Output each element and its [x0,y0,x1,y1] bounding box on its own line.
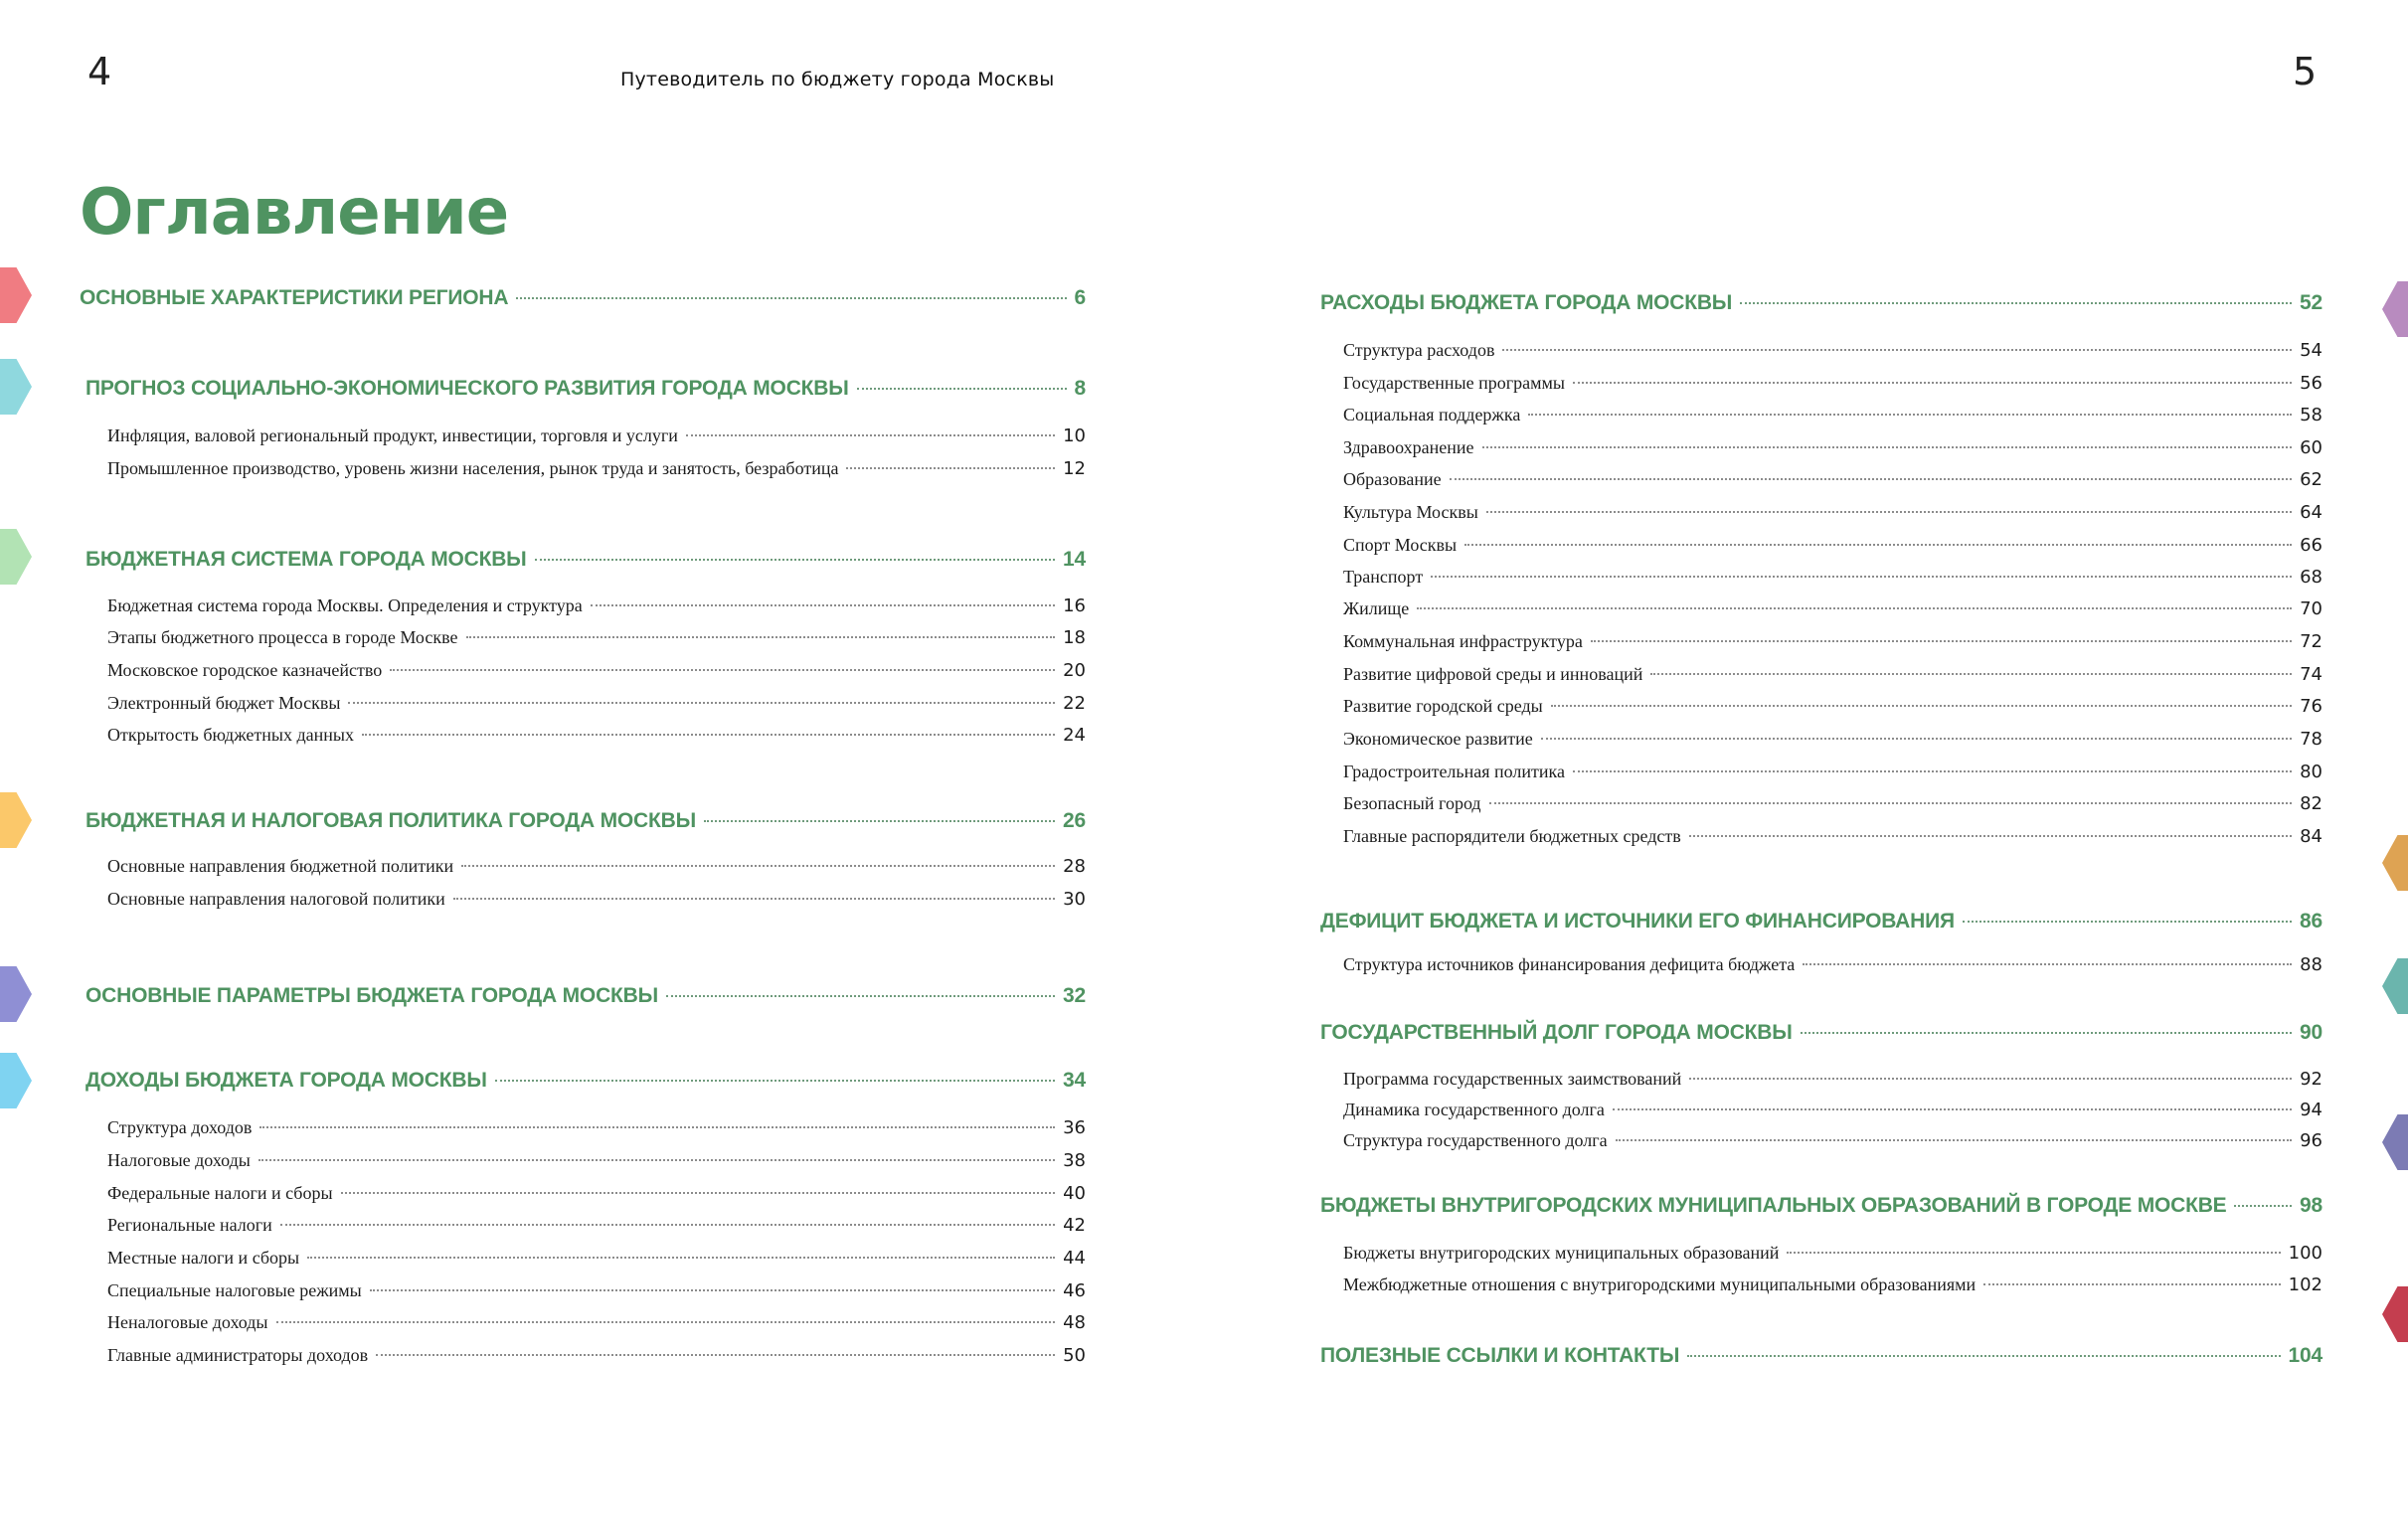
toc-entry-page: 60 [2300,437,2322,458]
toc-entry-page: 84 [2300,826,2322,847]
toc-entry-page: 38 [1063,1150,1086,1171]
toc-entry[interactable] [107,660,1086,681]
toc-entry[interactable] [107,425,1086,446]
toc-entry-label: РАСХОДЫ БЮДЖЕТА ГОРОДА МОСКВЫ [1320,291,1733,314]
toc-entry-label: Спорт Москвы [1343,535,1458,555]
toc-entry-label: Культура Москвы [1343,502,1478,522]
toc-entry[interactable] [107,1345,1086,1366]
toc-entry-page: 24 [1063,725,1086,746]
toc-entry[interactable] [1343,567,2322,588]
toc-entry-label: Развитие городской среды [1343,696,1543,716]
toc-entry[interactable] [107,1248,1086,1269]
toc-entry[interactable] [1343,373,2322,394]
toc-entry-label: Транспорт [1343,567,1424,587]
toc-entry-label: ДЕФИЦИТ БЮДЖЕТА И ИСТОЧНИКИ ЕГО ФИНАНСИРОВАНИЯ [1320,910,1955,933]
toc-entry-label: Бюджеты внутригородских муниципальных образований [1343,1243,1780,1263]
toc-entry-section[interactable] [1320,1194,2322,1218]
dot-leader [535,559,1055,561]
toc-entry[interactable] [1343,793,2322,814]
toc-entry-page: 14 [1063,548,1086,571]
toc-entry[interactable] [1343,729,2322,750]
toc-entry-label: БЮДЖЕТЫ ВНУТРИГОРОДСКИХ МУНИЦИПАЛЬНЫХ ОБРАЗОВАНИЙ В ГОРОДЕ МОСКВЕ [1320,1194,2227,1217]
toc-entry-label: ОСНОВНЫЕ ПАРАМЕТРЫ БЮДЖЕТА ГОРОДА МОСКВЫ [86,984,658,1007]
toc-entry-label: Структура источников финансирования дефицита бюджета [1343,954,1796,974]
toc-entry[interactable] [1343,1069,2322,1090]
toc-entry-page: 52 [2300,291,2322,314]
toc-entry-label: Развитие цифровой среды и инноваций [1343,664,1643,684]
toc-entry-label: ГОСУДАРСТВЕННЫЙ ДОЛГ ГОРОДА МОСКВЫ [1320,1021,1793,1044]
dot-leader [516,297,1066,299]
toc-entry-section[interactable] [86,377,1086,401]
toc-entry-label: Федеральные налоги и сборы [107,1183,333,1203]
toc-entry-page: 26 [1063,809,1086,832]
toc-entry-page: 86 [2300,910,2322,933]
dot-leader [307,1257,1055,1259]
toc-entry-section[interactable] [86,1069,1086,1093]
dot-leader [1573,770,2292,772]
toc-entry-page: 48 [1063,1312,1086,1333]
toc-entry-page: 98 [2300,1194,2322,1217]
toc-entry-page: 42 [1063,1215,1086,1236]
toc-entry-page: 18 [1063,627,1086,648]
toc-entry-page: 50 [1063,1345,1086,1366]
toc-entry-section[interactable] [80,286,1086,310]
toc-entry-page: 54 [2300,340,2322,361]
toc-entry-label: Московское городское казначейство [107,660,383,680]
dot-leader [1528,414,2292,416]
toc-entry-label: Электронный бюджет Москвы [107,693,341,713]
toc-entry-label: Структура расходов [1343,340,1495,360]
toc-entry-label: Основные направления налоговой политики [107,889,445,909]
toc-entry-label: Этапы бюджетного процесса в городе Москве [107,627,458,647]
toc-entry-page: 12 [1063,458,1086,479]
toc-entry-page: 68 [2300,567,2322,588]
toc-entry-label: Динамика государственного долга [1343,1100,1605,1119]
dot-leader [1551,705,2292,707]
toc-entry[interactable] [107,1183,1086,1204]
dot-leader [362,734,1055,736]
dot-leader [1450,478,2292,480]
toc-entry[interactable] [1343,535,2322,556]
toc-entry-label: Бюджетная система города Москвы. Определения и структура [107,595,583,615]
toc-entry-page: 96 [2300,1130,2322,1151]
toc-entry-label: Межбюджетные отношения с внутригородскими муниципальными образованиями [1343,1274,1977,1294]
dot-leader [1541,738,2292,740]
toc-entry-label: Специальные налоговые режимы [107,1280,362,1300]
dot-leader [1486,511,2292,513]
toc-entry[interactable] [1343,664,2322,685]
toc-entry-page: 10 [1063,425,1086,446]
toc-entry[interactable] [107,1215,1086,1236]
toc-entry-label: Экономическое развитие [1343,729,1533,749]
dot-leader [1801,1032,2292,1034]
toc-entry[interactable] [1343,954,2322,975]
toc-entry-page: 100 [2288,1243,2322,1264]
toc-entry-page: 104 [2288,1344,2322,1367]
dot-leader [1613,1108,2292,1110]
toc-entry-page: 22 [1063,693,1086,714]
dot-leader [280,1224,1055,1226]
toc-entry[interactable] [1343,598,2322,619]
toc-entry-page: 30 [1063,889,1086,910]
toc-entry-page: 32 [1063,984,1086,1007]
toc-entry[interactable] [1343,1130,2322,1151]
toc-entry-label: Неналоговые доходы [107,1312,268,1332]
toc-entry-page: 82 [2300,793,2322,814]
toc-entry[interactable] [1343,1274,2322,1295]
toc-entry[interactable] [107,1150,1086,1171]
toc-entry[interactable] [107,458,1086,479]
toc-entry-page: 102 [2288,1274,2322,1295]
toc-entry-label: Здравоохранение [1343,437,1474,457]
dot-leader [1689,835,2292,837]
toc-entry-page: 56 [2300,373,2322,394]
toc-entry-label: Региональные налоги [107,1215,272,1235]
toc-entry-label: Главные администраторы доходов [107,1345,369,1365]
dot-leader [466,636,1056,638]
toc-entry-label: Государственные программы [1343,373,1566,393]
dot-leader [1689,1078,2292,1080]
toc-entry-page: 90 [2300,1021,2322,1044]
toc-entry[interactable] [1343,437,2322,458]
dot-leader [1489,802,2292,804]
toc-entry[interactable] [1343,762,2322,782]
toc-entry-page: 36 [1063,1117,1086,1138]
toc-entry-label: ПОЛЕЗНЫЕ ССЫЛКИ И КОНТАКТЫ [1320,1344,1680,1367]
dot-leader [1650,673,2292,675]
toc-entry-section[interactable] [86,809,1086,833]
section-tab-left-5 [0,1053,32,1108]
toc-entry-label: ДОХОДЫ БЮДЖЕТА ГОРОДА МОСКВЫ [86,1069,487,1092]
toc-entry[interactable] [1343,631,2322,652]
toc-entry-section[interactable] [86,548,1086,572]
dot-leader [1573,382,2292,384]
toc-entry[interactable] [1343,405,2322,425]
toc-entry-page: 40 [1063,1183,1086,1204]
toc-entry-section[interactable] [86,984,1086,1008]
dot-leader [591,604,1055,606]
toc-entry[interactable] [107,856,1086,877]
right-page-number: 5 [2293,50,2318,93]
toc-entry-page: 72 [2300,631,2322,652]
toc-entry-label: Социальная поддержка [1343,405,1521,424]
toc-entry-section[interactable] [1320,1021,2322,1045]
toc-entry[interactable] [107,693,1086,714]
toc-entry-page: 28 [1063,856,1086,877]
toc-entry[interactable] [107,627,1086,648]
dot-leader [341,1192,1056,1194]
toc-entry-page: 58 [2300,405,2322,425]
toc-entry-section[interactable] [1320,910,2322,933]
dot-leader [846,467,1055,469]
running-title: Путеводитель по бюджету города Москвы [620,69,1055,90]
toc-entry-label: Программа государственных заимствований [1343,1069,1682,1089]
section-tab-right-0 [2382,281,2408,337]
toc-entry-label: Градостроительная политика [1343,762,1565,781]
dot-leader [1591,640,2292,642]
dot-leader [348,702,1055,704]
dot-leader [1464,544,2292,546]
toc-entry-page: 20 [1063,660,1086,681]
section-tab-left-2 [0,529,32,585]
dot-leader [461,865,1055,867]
dot-leader [370,1289,1055,1291]
toc-entry-label: Структура доходов [107,1117,253,1137]
dot-leader [495,1080,1055,1082]
dot-leader [376,1354,1055,1356]
dot-leader [1787,1252,2280,1254]
section-tab-left-4 [0,966,32,1022]
dot-leader [857,388,1067,390]
dot-leader [666,995,1055,997]
toc-entry-label: Промышленное производство, уровень жизни населения, рынок труда и занятость, безработица [107,458,839,478]
dot-leader [1431,576,2292,578]
toc-entry-page: 6 [1074,286,1086,309]
dot-leader [1502,349,2292,351]
section-tab-right-2 [2382,958,2408,1014]
dot-leader [259,1126,1055,1128]
section-tab-left-0 [0,267,32,323]
toc-entry-page: 78 [2300,729,2322,750]
toc-entry-page: 8 [1074,377,1086,400]
dot-leader [1803,963,2292,965]
toc-entry[interactable] [107,1312,1086,1333]
section-tab-right-4 [2382,1286,2408,1342]
dot-leader [390,669,1055,671]
left-page-number: 4 [87,50,112,93]
toc-entry-label: ОСНОВНЫЕ ХАРАКТЕРИСТИКИ РЕГИОНА [80,286,509,309]
dot-leader [1963,921,2292,923]
toc-entry[interactable] [1343,1243,2322,1264]
toc-entry[interactable] [107,1280,1086,1301]
toc-entry-page: 76 [2300,696,2322,717]
toc-entry[interactable] [107,1117,1086,1138]
toc-entry-label: БЮДЖЕТНАЯ СИСТЕМА ГОРОДА МОСКВЫ [86,548,527,571]
toc-entry-label: Образование [1343,469,1442,489]
toc-entry[interactable] [1343,469,2322,490]
toc-entry-page: 70 [2300,598,2322,619]
toc-entry-page: 66 [2300,535,2322,556]
dot-leader [1983,1283,2280,1285]
section-tab-left-3 [0,792,32,848]
dot-leader [258,1159,1055,1161]
toc-entry-page: 62 [2300,469,2322,490]
toc-entry-label: Местные налоги и сборы [107,1248,300,1268]
dot-leader [2234,1205,2292,1207]
toc-entry-label: Коммунальная инфраструктура [1343,631,1583,651]
toc-entry-label: Безопасный город [1343,793,1481,813]
toc-entry-page: 94 [2300,1100,2322,1120]
toc-entry-label: Жилище [1343,598,1410,618]
dot-leader [1482,446,2293,448]
toc-entry-page: 16 [1063,595,1086,616]
toc-entry-page: 46 [1063,1280,1086,1301]
dot-leader [1687,1355,2280,1357]
toc-entry[interactable] [107,595,1086,616]
toc-entry[interactable] [1343,1100,2322,1120]
section-tab-right-1 [2382,835,2408,891]
toc-entry-page: 64 [2300,502,2322,523]
toc-entry[interactable] [1343,826,2322,847]
toc-entry-label: Открытость бюджетных данных [107,725,354,745]
toc-entry-section[interactable] [1320,1344,2322,1368]
toc-entry-label: ПРОГНОЗ СОЦИАЛЬНО-ЭКОНОМИЧЕСКОГО РАЗВИТИЯ ГОРОДА МОСКВЫ [86,377,849,400]
section-tab-right-3 [2382,1114,2408,1170]
dot-leader [453,898,1055,900]
toc-entry-page: 88 [2300,954,2322,975]
toc-title: Оглавление [80,176,509,250]
dot-leader [686,434,1055,436]
toc-entry-label: Инфляция, валовой региональный продукт, инвестиции, торговля и услуги [107,425,678,445]
section-tab-left-1 [0,359,32,415]
dot-leader [1616,1139,2292,1141]
dot-leader [1740,302,2292,304]
dot-leader [276,1321,1056,1323]
toc-entry-page: 74 [2300,664,2322,685]
toc-entry-page: 80 [2300,762,2322,782]
toc-entry[interactable] [107,725,1086,746]
toc-entry-page: 44 [1063,1248,1086,1269]
toc-entry[interactable] [1343,502,2322,523]
toc-entry-page: 34 [1063,1069,1086,1092]
toc-entry[interactable] [1343,340,2322,361]
toc-entry-label: Основные направления бюджетной политики [107,856,454,876]
toc-entry-page: 92 [2300,1069,2322,1090]
toc-entry-label: БЮДЖЕТНАЯ И НАЛОГОВАЯ ПОЛИТИКА ГОРОДА МОСКВЫ [86,809,696,832]
toc-entry-section[interactable] [1320,291,2322,315]
dot-leader [704,820,1055,822]
dot-leader [1417,607,2292,609]
toc-entry-label: Главные распорядители бюджетных средств [1343,826,1681,846]
toc-entry-label: Структура государственного долга [1343,1130,1608,1150]
toc-entry-label: Налоговые доходы [107,1150,251,1170]
toc-entry[interactable] [107,889,1086,910]
toc-entry[interactable] [1343,696,2322,717]
